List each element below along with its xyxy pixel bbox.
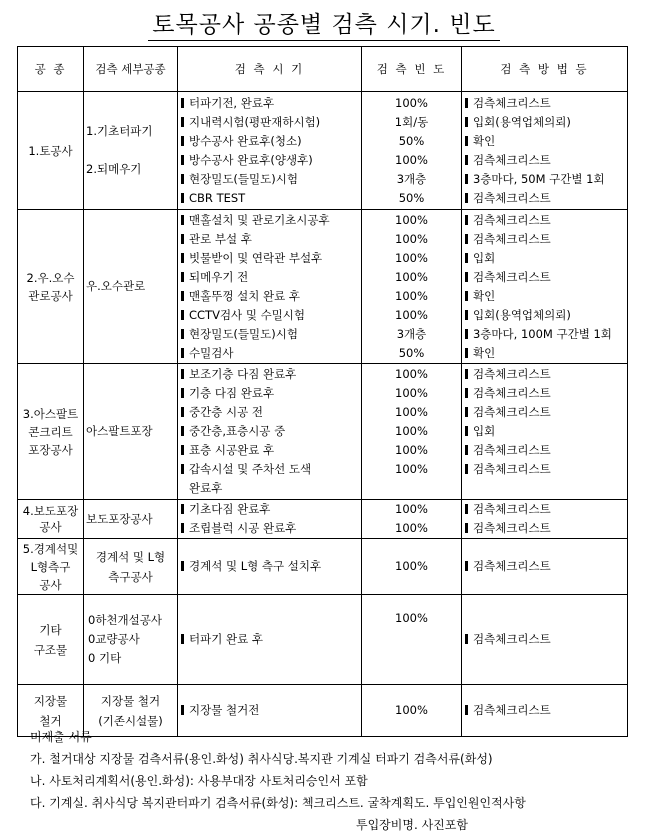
frequency-cell: 100% 100% 100% 100% 100% 100% <box>362 364 462 500</box>
category-cell: 2.우.오수 관로공사 <box>18 210 84 364</box>
method-cell: 검측체크리스트 검측체크리스트 입회 검측체크리스트 확인 입회(용역업체의뢰) 3층마다, 100M 구간별 1회 확인 <box>462 210 628 364</box>
method-cell: 검측체크리스트 검측체크리스트 <box>462 500 628 539</box>
table-row <box>18 595 628 685</box>
notes-section <box>30 726 526 836</box>
table-row <box>18 92 628 210</box>
frequency-cell: 100% <box>362 539 462 595</box>
notes-heading: 미제출 서류 <box>30 730 92 744</box>
category-cell: 4.보도포장 공사 <box>18 500 84 539</box>
timing-cell: 보조기층 다짐 완료후 기층 다짐 완료후 중간층 시공 전 중간층,표층시공 중 표층 시공완료 후 갑속시설 및 주차선 도색 완료후 <box>178 364 362 500</box>
category-cell: 지장물 철거 <box>18 685 84 737</box>
table-row <box>18 539 628 595</box>
note-item: 나. 사토처리계획서(용인.화성): 사용부대장 사토처리승인서 포함 <box>30 774 368 788</box>
frequency-cell: 100% 100% <box>362 500 462 539</box>
note-item: 투입장비명. 사진포함 <box>356 818 468 832</box>
sub-category-cell: 아스팔트포장 <box>84 364 178 500</box>
header-category: 공 종 <box>18 47 84 92</box>
category-cell: 5.경계석및 L형측구 공사 <box>18 539 84 595</box>
timing-cell: 맨홀설치 및 관로기초시공후 관로 부설 후 빗물받이 및 연락관 부설후 되메우기 전 맨홀뚜껑 설치 완료 후 CCTV검사 및 수밀시험 현장밀도(들밀도)시험 수밀검사 <box>178 210 362 364</box>
sub-category-cell: 1.기초터파기 2.되메우기 <box>84 92 178 210</box>
table-row <box>18 500 628 539</box>
timing-cell: 기초다짐 완료후 조립블럭 시공 완료후 <box>178 500 362 539</box>
table-row <box>18 210 628 364</box>
frequency-cell: 100% 100% 100% 100% 100% 100% 3개층 50% <box>362 210 462 364</box>
note-item: 가. 철거대상 지장물 검측서류(용인.화성) 취사식당.복지관 기계실 터파기 검측서류(화성) <box>30 752 493 766</box>
frequency-cell: 100% <box>362 685 462 737</box>
method-cell: 검측체크리스트 <box>462 539 628 595</box>
timing-cell: 지장물 철거전 <box>178 685 362 737</box>
timing-cell: 터파기 완료 후 <box>178 595 362 685</box>
category-cell: 기타 구조물 <box>18 595 84 685</box>
document-title <box>0 6 648 39</box>
category-cell: 1.토공사 <box>18 92 84 210</box>
method-cell: 검측체크리스트 검측체크리스트 검측체크리스트 입회 검측체크리스트 검측체크리스트 <box>462 364 628 500</box>
header-frequency: 검 측 빈 도 <box>362 47 462 92</box>
document-title-text: 토목공사 공종별 검측 시기. 빈도 <box>148 12 499 41</box>
header-sub-category: 검측 세부공종 <box>84 47 178 92</box>
note-item: 다. 기계실. 취사식당 복지관터파기 검측서류(화성): 첵크리스트. 굴착계획도. 투입인원인적사항 <box>30 796 526 810</box>
sub-category-cell: 0하천개설공사 0교량공사 0 기타 <box>84 595 178 685</box>
sub-category-cell: 경계석 및 L형 측구공사 <box>84 539 178 595</box>
table-header-row <box>18 47 628 92</box>
header-method: 검 측 방 법 등 <box>462 47 628 92</box>
frequency-cell: 100% <box>362 595 462 685</box>
sub-category-cell: 보도포장공사 <box>84 500 178 539</box>
method-cell: 검측체크리스트 <box>462 685 628 737</box>
category-cell: 3.아스팔트 콘크리트 포장공사 <box>18 364 84 500</box>
sub-category-cell: 지장물 철거 (기존시설물) <box>84 685 178 737</box>
sub-category-cell: 우.오수관로 <box>84 210 178 364</box>
method-cell: 검측체크리스트 <box>462 595 628 685</box>
timing-cell: 터파기전, 완료후 지내력시험(평판재하시험) 방수공사 완료후(청소) 방수공사 완료후(양생후) 현장밀도(들밀도)시험 CBR TEST <box>178 92 362 210</box>
frequency-cell: 100% 1회/동 50% 100% 3개층 50% <box>362 92 462 210</box>
table-row <box>18 364 628 500</box>
timing-cell: 경계석 및 L형 측구 설치후 <box>178 539 362 595</box>
header-timing: 검 측 시 기 <box>178 47 362 92</box>
method-cell: 검측체크리스트 입회(용역업체의뢰) 확인 검측체크리스트 3층마다, 50M 구간별 1회 검측체크리스트 <box>462 92 628 210</box>
inspection-table <box>17 46 628 737</box>
